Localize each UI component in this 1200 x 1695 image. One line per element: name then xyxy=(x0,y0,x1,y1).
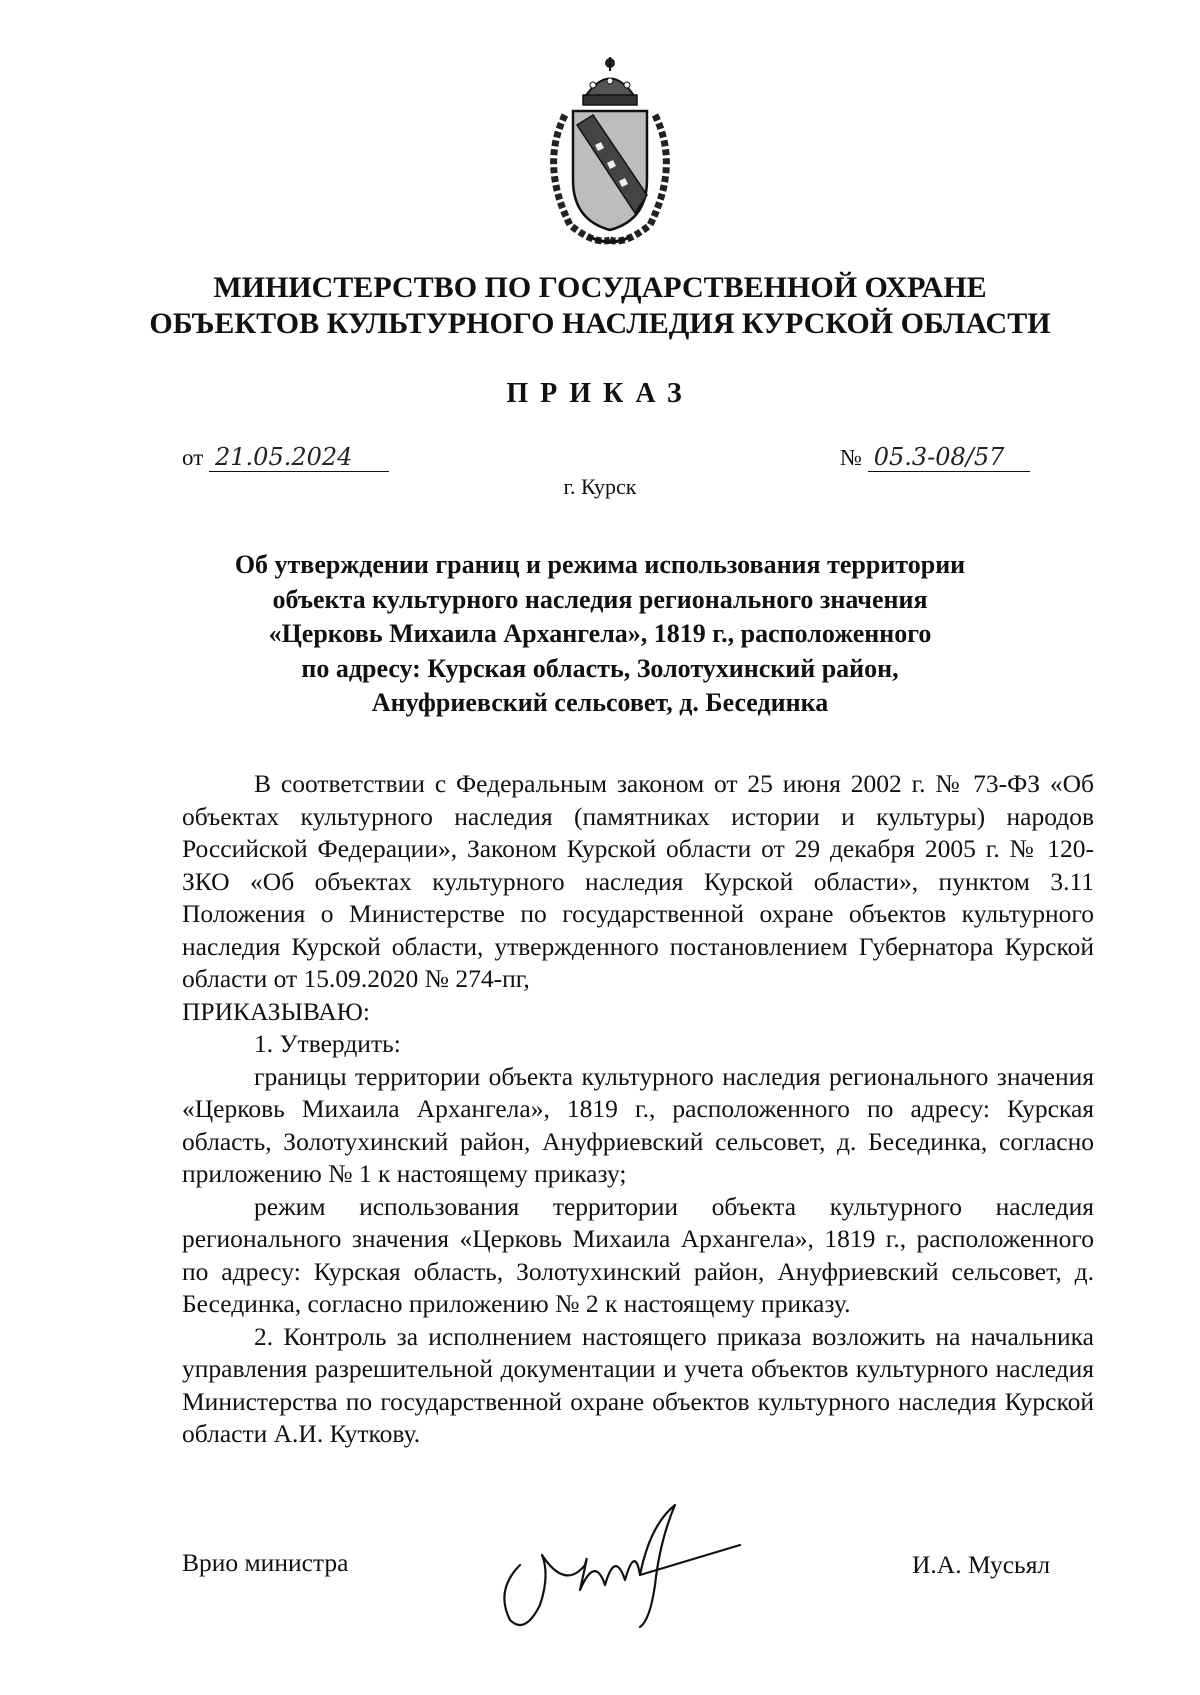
subject-line-5: Ануфриевский сельсовет, д. Бесединка xyxy=(371,688,829,717)
item-2-control: 2. Контроль за исполнением настоящего приказа возложить на начальника управления разрешительной документации и учета объектов культурного наследия Министерства по государственной охране объектов культурного наследия Курской области А.И. Куткову. xyxy=(182,1321,1094,1448)
kursk-coat-of-arms-icon xyxy=(535,55,685,250)
preamble-paragraph: В соответствии с Федеральным законом от 25 июня 2002 г. № 73-ФЗ «Об объектах культурного наследия (памятниках истории и культуры) народов Российской Федерации», Законом Курской области от 29 декабря 2005 г. № 120-ЗКО «Об объектах культурного наследия Курской области», пунктом 3.11 Положения о Министерстве по государственной охране объектов культурного наследия Курской области, утвержденного постановлением Губернатора Курской области от 15.09.2020 № 274-пг, xyxy=(182,769,1094,993)
item-1-boundaries: границы территории объекта культурного наследия регионального значения «Церковь Михаила Архангела», 1819 г., расположенного по адресу: Курская область, Золотухинский район, Ануфриевский сельсовет, д. Бесединка, согласно приложению № 1 к настоящему приказу; xyxy=(182,1061,1094,1188)
item-1-title: 1. Утвердить: xyxy=(254,1029,401,1058)
order-subject xyxy=(160,548,1040,721)
ministry-name-line-2: ОБЪЕКТОВ КУЛЬТУРНОГО НАСЛЕДИЯ КУРСКОЙ ОБЛАСТИ xyxy=(149,307,1051,340)
order-title: ПРИКАЗ xyxy=(506,378,694,409)
order-date xyxy=(182,443,389,472)
city: г. Курск xyxy=(563,474,637,499)
signer-role: Врио министра xyxy=(182,1548,349,1577)
subject-line-3: «Церковь Михаила Архангела», 1819 г., расположенного xyxy=(268,619,932,648)
order-body xyxy=(182,768,1094,1451)
date-prefix: от xyxy=(182,445,204,470)
ministry-name xyxy=(0,270,1200,342)
order-word: ПРИКАЗЫВАЮ: xyxy=(182,996,370,1026)
signer-name: И.А. Мусьял xyxy=(912,1550,1051,1579)
date-value: 21.05.2024 xyxy=(209,443,389,472)
item-1-regime: режим использования территории объекта культурного наследия регионального значения «Церковь Михаила Архангела», 1819 г., расположенного по адресу: Курская область, Золотухинский район, Ануфриевский сельсовет, д. Бесединка, согласно приложению № 2 к настоящему приказу. xyxy=(182,1191,1094,1318)
subject-line-2: объекта культурного наследия регионального значения xyxy=(272,584,928,614)
subject-line-1: Об утверждении границ и режима использования территории xyxy=(234,550,966,579)
number-value: 05.3-08/57 xyxy=(868,443,1030,472)
number-prefix: № xyxy=(840,445,862,470)
order-number xyxy=(840,443,1030,472)
subject-line-4: по адресу: Курская область, Золотухинский район, xyxy=(301,653,899,683)
handwritten-signature xyxy=(490,1495,760,1635)
ministry-name-line-1: МИНИСТЕРСТВО ПО ГОСУДАРСТВЕННОЙ ОХРАНЕ xyxy=(213,271,987,304)
